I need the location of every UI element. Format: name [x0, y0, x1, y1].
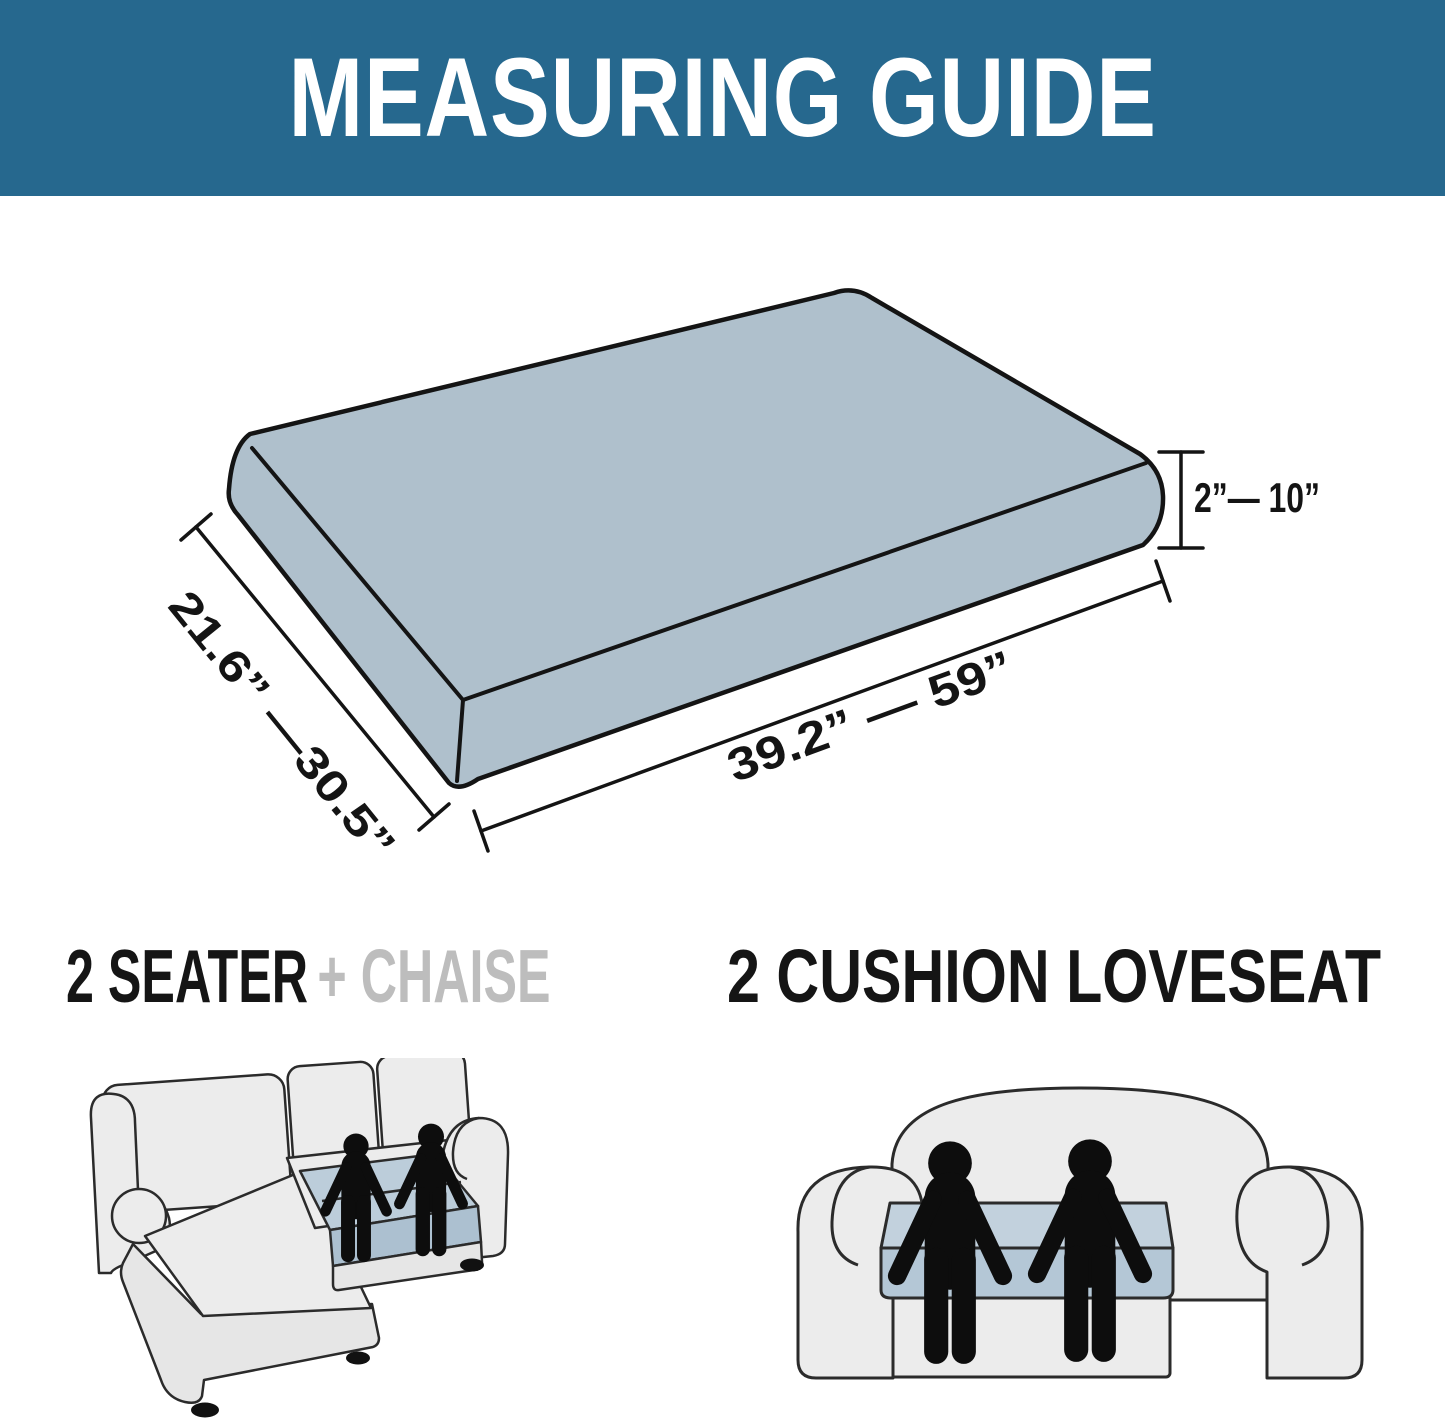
option-label-2-seater-chaise — [66, 934, 789, 1018]
width-dimension-label: 39.2” — 59” — [720, 654, 981, 792]
loveseat-illustration — [780, 1060, 1380, 1421]
page-title: MEASURING GUIDE — [288, 35, 1157, 160]
option-label-2-cushion-loveseat — [727, 934, 1445, 1018]
option-label-primary: 2 SEATER — [66, 934, 309, 1018]
sectional-sofa-illustration — [75, 1058, 690, 1421]
cushion-measuring-diagram — [0, 196, 1445, 936]
depth-dimension-label: 21.6” —30.5” — [158, 581, 368, 824]
cushion-illustration — [229, 290, 1163, 786]
option-label-secondary: + CHAISE — [317, 934, 551, 1018]
option-label-primary: 2 CUSHION LOVESEAT — [727, 934, 1382, 1018]
header-banner — [0, 0, 1445, 196]
height-dimension-label: 2”— 10” — [1194, 474, 1320, 521]
